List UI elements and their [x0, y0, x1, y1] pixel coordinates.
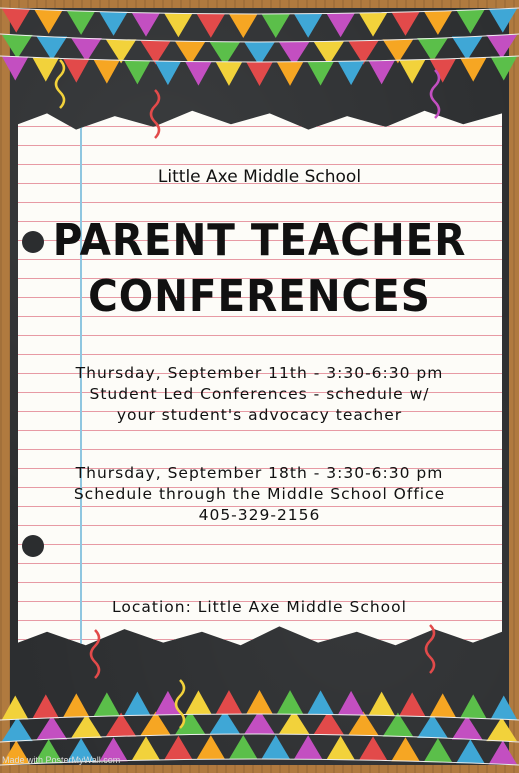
bunting-flag [399, 60, 426, 84]
bunting-flag [338, 61, 365, 85]
bunting-flag [71, 38, 102, 62]
bunting-flag [490, 57, 517, 81]
session-1-note: your student's advocacy teacher [116, 406, 403, 424]
bunting-flag [63, 59, 90, 83]
bunting-flag [294, 735, 322, 759]
bunting-flag [164, 736, 192, 760]
bunting-flag [246, 690, 273, 714]
bunting-flag [307, 690, 334, 714]
session-1-date: Thursday, September 11th - 3:30-6:30 pm [75, 364, 444, 382]
bunting-flag [391, 12, 419, 36]
watermark: Made with PosterMyWall.com [2, 755, 121, 765]
bunting-flag [124, 60, 151, 84]
title-line-2: CONFERENCES [88, 271, 431, 322]
bunting-flag [452, 36, 483, 60]
bunting-flag [197, 14, 225, 38]
bunting-flag [99, 12, 127, 36]
bunting-flag [2, 717, 33, 741]
bunting-flag [246, 62, 273, 86]
confetti-streamer [151, 90, 159, 138]
bunting-flag [460, 58, 487, 82]
bunting-flag [460, 694, 487, 718]
bunting-flag [33, 694, 60, 718]
school-name: Little Axe Middle School [157, 167, 362, 187]
bunting-flag [185, 690, 212, 714]
bunting-flag [456, 10, 484, 34]
bunting-flag [277, 62, 304, 86]
bunting-flag [368, 60, 395, 84]
bunting-flag [132, 736, 160, 760]
bunting-flag [132, 13, 160, 37]
bunting-flag [391, 737, 419, 761]
bunting-flag [486, 35, 517, 59]
session-2-details [0, 463, 519, 526]
bunting-flag [429, 59, 456, 83]
bunting-flag [424, 738, 452, 762]
bunting-flag [216, 62, 243, 86]
bunting-flag [37, 36, 68, 60]
confetti-streamer [56, 60, 64, 108]
bunting-flag [326, 13, 354, 37]
bunting-flag [33, 58, 60, 82]
bunting-flag [2, 695, 29, 719]
bunting-flag [399, 692, 426, 716]
session-2-date: Thursday, September 18th - 3:30-6:30 pm [75, 464, 444, 482]
bunting-flag [368, 692, 395, 716]
bunting-flag [71, 714, 102, 738]
confetti-streamer [176, 680, 184, 728]
bunting-flag [326, 736, 354, 760]
bunting-flag [490, 695, 517, 719]
bunting-flag [429, 693, 456, 717]
confetti-streamer [426, 625, 434, 673]
bunting-flag [359, 736, 387, 760]
bunting-flag [216, 690, 243, 714]
bunting-flag [307, 62, 334, 86]
session-1-details [0, 363, 519, 426]
bunting-flag [262, 735, 290, 759]
bunting-flag [417, 714, 448, 738]
session-2-phone: 405-329-2156 [198, 506, 321, 524]
bunting-flag [2, 57, 29, 81]
bunting-flag [185, 62, 212, 86]
bunting-flag [489, 740, 517, 764]
bunting-flag [63, 693, 90, 717]
bunting-flag [456, 739, 484, 763]
bunting-flag [294, 14, 322, 38]
title-line-1: PARENT TEACHER [52, 215, 467, 266]
bunting-flag [359, 13, 387, 37]
bunting-flag [37, 716, 68, 740]
bunting-flag [67, 11, 95, 35]
bunting-flag [94, 60, 121, 84]
confetti-streamer [91, 630, 99, 678]
bunting-flag [277, 690, 304, 714]
bunting-flag [452, 716, 483, 740]
session-2-description: Schedule through the Middle School Office [73, 485, 446, 503]
bunting-flag [486, 717, 517, 741]
bunting-flag [2, 35, 33, 59]
bunting-flag [338, 691, 365, 715]
bunting-flag [164, 13, 192, 37]
location: Location: Little Axe Middle School [112, 598, 407, 616]
bunting-flag [262, 14, 290, 38]
bunting-flag [229, 14, 257, 38]
bunting-flag [155, 61, 182, 85]
session-1-description: Student Led Conferences - schedule w/ [89, 385, 430, 403]
bunting-flag [2, 9, 30, 33]
bunting-flag [197, 735, 225, 759]
confetti-streamer [431, 70, 439, 118]
bunting-flag [34, 10, 62, 34]
bunting-flag [124, 692, 151, 716]
bunting-flag [417, 38, 448, 62]
bunting-flag [424, 11, 452, 35]
bunting-flag [94, 692, 121, 716]
bunting-flag [489, 9, 517, 33]
bunting-flag [229, 735, 257, 759]
